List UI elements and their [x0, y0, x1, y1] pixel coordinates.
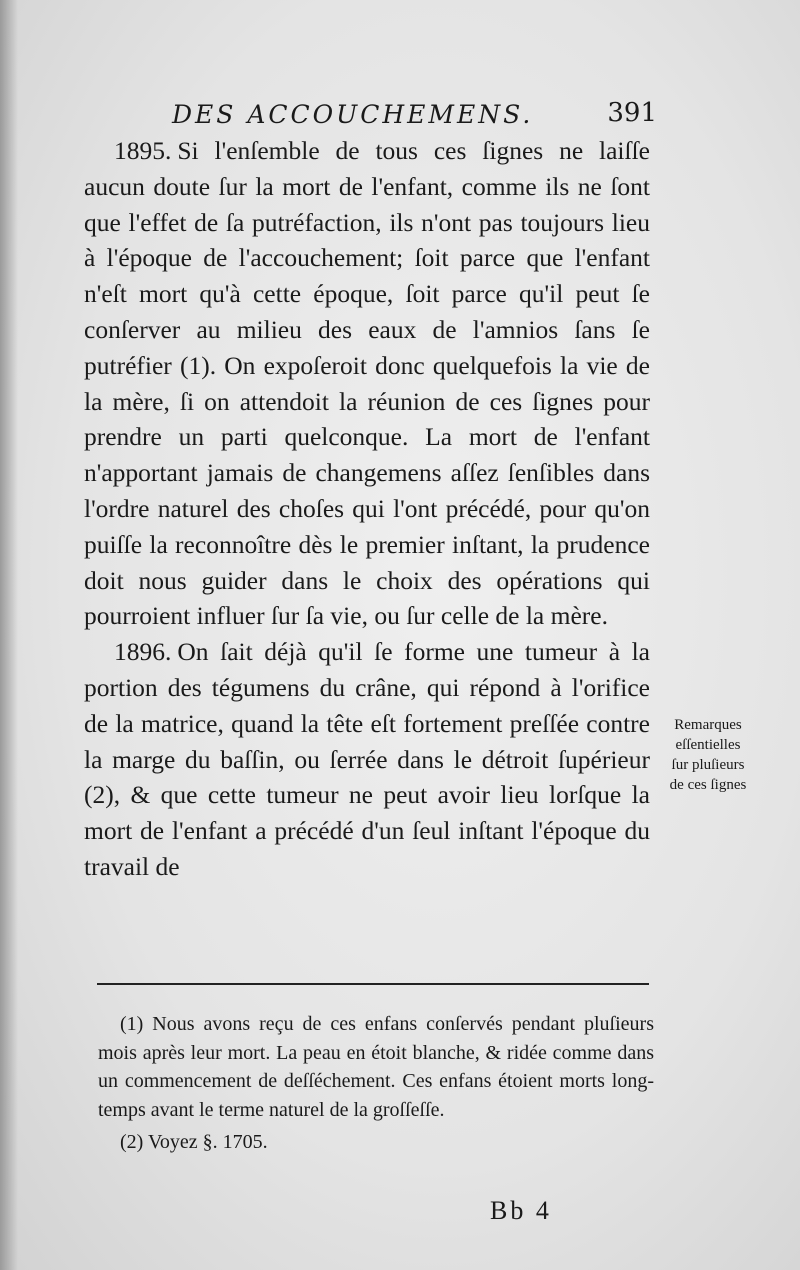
margin-note [648, 715, 768, 795]
paragraph-text: On ſait déjà qu'il ſe forme une tumeur à la portion des tégumens du crâne, qui répond à l'orifice de la matrice, quand la tête eſt fortement preſſée contre la marge du baſſin, ou ſerrée dans le détroit ſupérieur (2), & que cette tumeur ne peut avoir lieu lorſque la mort de l'enfant a précédé d'un ſeul inſtant l'époque du travail de [84, 637, 650, 881]
footnotes [98, 1010, 654, 1157]
paragraph-number: 1896. [114, 637, 172, 667]
signature-mark: Bb 4 [490, 1196, 552, 1225]
page-number: 391 [607, 98, 657, 128]
margin-note-line: de ces ſignes [669, 777, 747, 793]
footnote-1: (1) Nous avons reçu de ces enfans conſervés pendant pluſieurs mois après leur mort. La peau en étoit blanche, & ridée comme dans un commencement de deſſéchement. Ces enfans étoient morts long-temps avant le terme naturel de la groſſeſſe. [98, 1013, 654, 1121]
margin-note-line: Remarques [674, 717, 742, 733]
paragraph-1896 [84, 634, 650, 885]
paragraph-text: Si l'enſemble de tous ces ſignes ne laiſſe aucun doute ſur la mort de l'enfant, comme ils ne ſont que l'effet de ſa putréfaction, ils n'ont pas toujours lieu à l'époque de l'accouchement; ſoit parce que l'enfant n'eſt mort qu'à cette époque, ſoit parce qu'il peut ſe conſerver au milieu des eaux de l'amnios ſans ſe putréfier (1). On expoſeroit donc quelquefois la vie de la mère, ſi on attendoit la réunion de ces ſignes pour prendre un parti quelconque. La mort de l'enfant n'apportant jamais de changemens aſſez ſenſibles dans l'ordre naturel des choſes qui l'ont précédé, pour qu'on puiſſe la reconnoître dès le premier inſtant, la prudence doit nous guider dans le choix des opérations qui pourroient influer ſur ſa vie, ou ſur celle de la mère. [84, 136, 650, 631]
paragraph-number: 1895. [114, 136, 172, 165]
footnote-2: (2) Voyez §. 1705. [120, 1131, 268, 1153]
paragraph-1895 [84, 133, 650, 634]
margin-note-line: ſur pluſieurs [671, 757, 745, 773]
main-text [84, 133, 650, 885]
margin-note-line: eſſentielles [675, 737, 741, 753]
footnote-rule [97, 983, 649, 985]
binding-shadow [0, 0, 18, 1270]
running-title: DES ACCOUCHEMENS. [172, 100, 534, 129]
page-header [172, 96, 657, 136]
